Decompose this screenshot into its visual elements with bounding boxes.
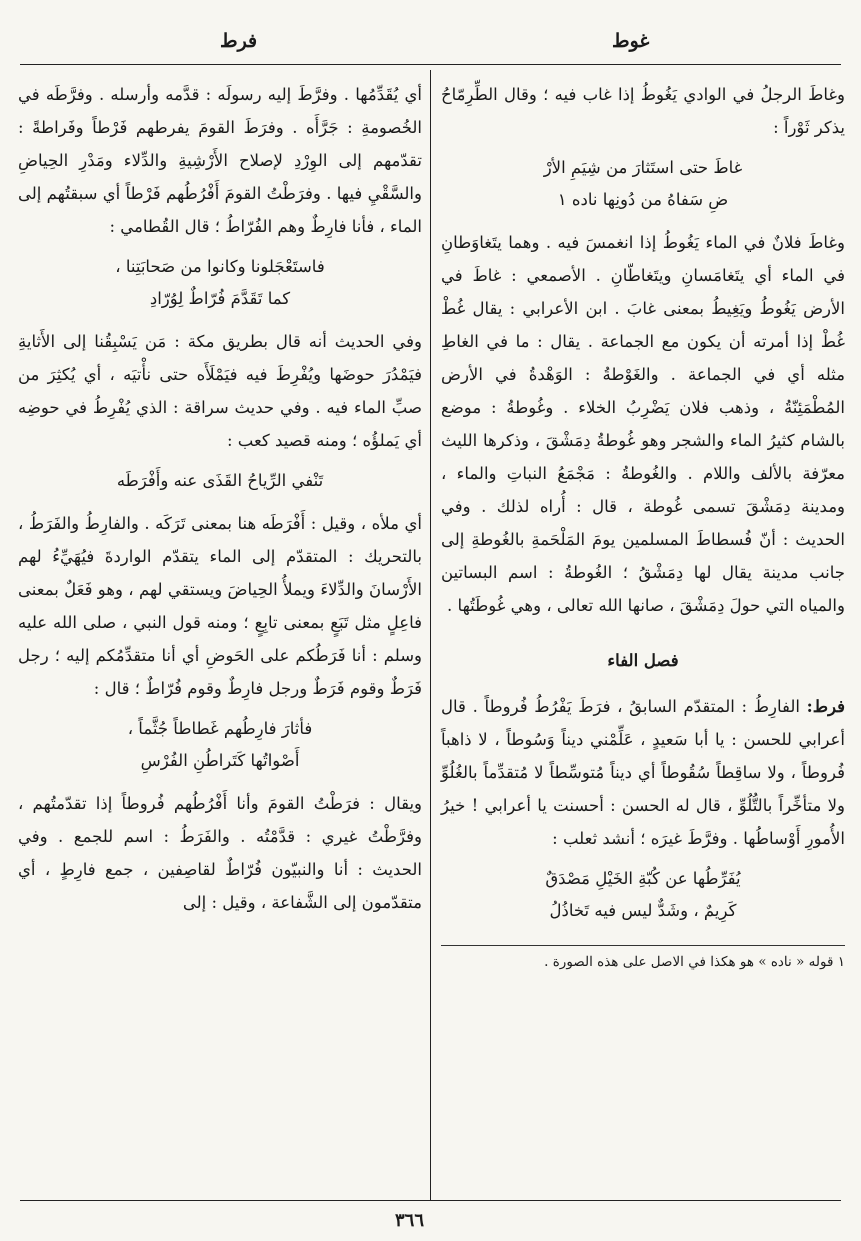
entry-paragraph <box>441 690 845 855</box>
paragraph: وفي الحديث أنه قال بطريق مكة : مَن يَسْبِقُنا إلى الأَثايةِ فيَمْدُرَ حوضَها ويُفْرِطَ فيه فيَمْلَأَه حتى نأْتيَه ، أي يُكثِرَ من صبِّ الماء فيه . وفي حديث سراقة : الذي يُفْرِطُ في حوضِه أي يَملؤُه ؛ ومنه قصيد كعب : <box>18 332 422 450</box>
running-header-right: غوط <box>612 30 650 52</box>
verse-line: غاطَ حتى استَثارَ من شِيَمِ الأرْ <box>543 158 743 177</box>
running-header-left: فرط <box>220 30 258 52</box>
right-column <box>441 78 845 972</box>
verse-line: كما تَقَدَّمَ فُرّاطٌ لِوُرّادِ <box>149 289 291 308</box>
top-rule <box>20 64 841 65</box>
page-number: ٣٦٦ <box>395 1210 425 1231</box>
verse-line: يُفَرِّطُها عن كُبّةِ الخَيْلِ مَصْدَقٌ <box>545 869 741 888</box>
paragraph: أي ملأه ، وقيل : أَفْرَطَه هنا بمعنى تَرَكَه . والفارِطُ والفَرَطُ ، بالتحريك : المتقدّم إلى الماء يتقدّم الواردةَ فيُهَيِّءُ لهم الأَرْسانَ والدِّلاءَ ويملأُ الحِياضَ ويستقي لهم ، وهو فَعَلٌ بمعنى فاعِلٍ مثل تَبَعٍ بمعنى تابِعٍ ؛ ومنه قول النبي ، صلى الله عليه وسلم : أنا فَرَطُكم على الحَوضِ أي أنا متقدِّمُكم إليه ؛ رجل فَرَطٌ وقوم فَرَطٌ ورجل فارِطٌ وقوم فُرّاطٌ ؛ قال : <box>18 514 422 698</box>
verse-line: كَرِيمٌ ، وشَدٌّ ليس فيه تَخاذُلُ <box>549 901 737 920</box>
paragraph: وغاطَ الرجلُ في الوادي يَغُوطُ إذا غاب فيه ؛ وقال الطِّرِمّاحُ يذكر ثَوْراً : <box>441 85 845 137</box>
verse <box>441 152 845 216</box>
verse-line: فاستَعْجَلونا وكانوا من صَحابَتِنا ، <box>115 257 325 276</box>
verse-line: تَنْفي الرِّياحُ القَذَى عنه وأَفْرَطَه <box>116 471 324 490</box>
footnote: ١ قوله « ناده » هو هكذا في الاصل على هذه الصورة . <box>544 954 845 970</box>
column-divider <box>430 70 431 1200</box>
verse-line: فأثارَ فارِطُهم غَطاطاً جُثَّماً ، <box>127 719 313 738</box>
verse <box>441 863 845 927</box>
verse-line: أَصْواتُها كَتَراطُنِ الفُرْسِ <box>140 751 300 770</box>
verse <box>18 251 422 315</box>
entry-headword: فرط: <box>806 697 845 716</box>
paragraph: وغاطَ فلانٌ في الماء يَغُوطُ إذا انغمسَ فيه . وهما يتَغاوَطانِ في الماء أي يتَغامَسانِ ويتَغاطّانِ . الأصمعي : غاطَ في الأرض يَغُوطُ ويَغِيطُ بمعنى غابَ . ابن الأعرابي : يقال غُطْ غُطْ إذا أمرته أن يكون مع الجماعة . يقال : ما في الغاطِ مثله أي في الجماعة . والغَوْطةُ : الوَهْدةُ في الأرض المُطْمَئِنّةُ ، وذهب فلان يَضْرِبُ الخلاء . وغُوطةُ : موضع بالشام كثيرُ الماء والشجر وهو غُوطةُ دِمَشْقَ ، وذكرها الليث معرّفة بالألف واللام . والغُوطةُ : مَجْمَعُ النباتِ والماء ، ومدينة دِمَشْقَ تسمى غُوطة ، قال : أُراه لذلك . وفي الحديث : أنّ فُسطاطَ المسلمين يومَ المَلْحَمةِ بالغُوطةِ إلى جانب مدينة يقال لها دِمَشْقُ ؛ الغُوطةُ : اسم البساتين والمياه التي حولَ دِمَشْقَ ، صانها الله تعالى ، وهي غُوطَتُها . <box>441 233 845 615</box>
verse-line: ضِ سَفاهُ من دُونِها ناده ١ <box>557 190 729 209</box>
bottom-rule <box>20 1200 841 1201</box>
left-column <box>18 78 422 919</box>
paragraph: ويقال : فرَطْتُ القومَ وأنا أَفْرُطُهم فُروطاً إذا تقدّمتُهم ، وفرَّطْتُ غيري : قدَّمْتُه . والفَرَطُ : اسم للجمع . وفي الحديث : أنا والنبيّون فُرّاطٌ لقاصِفين ، جمع فارِطٍ ، أي متقدّمون إلى الشَّفاعة ، وقيل : إلى <box>18 794 422 912</box>
footnote-rule <box>441 945 845 946</box>
verse <box>18 465 422 497</box>
verse <box>18 713 422 777</box>
entry-text: الفارِطُ : المتقدّم السابقُ ، فرَطَ يَفْرُطُ فُروطاً . قال أعرابي للحسن : يا أبا سَعيدٍ ، عَلِّمْني ديناً وَسُوطاً ، لا ذاهباً فُروطاً ، ولا ساقِطاً سُقُوطاً أي ديناً مُتوسِّطاً لا مُتقدِّماً بالغُلُوِّ ولا متأخِّراً بالتُّلُوِّ ، قال له الحسن : أحسنت يا أعرابي ! خيرُ الأُمورِ أَوْساطُها . وفرَّطَ غيرَه ؛ أنشد ثعلب : <box>441 697 845 848</box>
section-title: فصل الفاء <box>607 651 679 670</box>
paragraph: أي يُقَدِّمُها . وفرَّطَ إليه رسولَه : قدَّمه وأرسله . وفرَّطَه في الخُصومةِ : جَرَّأَه . وفرَطَ القومَ يفرطهم فَرْطاً وفَراطةً : تقدّمهم إلى الوِرْدِ لإصلاح الأَرْشِيةِ والدِّلاء ومَدْرِ الحِياضِ والسَّقْيِ فيها . وفرَطْتُ القومَ أَفْرُطُهم فَرْطاً أي سبقتُهم إلى الماء ، فأنا فارِطٌ وهم الفُرّاطُ ؛ قال القُطامي : <box>18 85 422 236</box>
